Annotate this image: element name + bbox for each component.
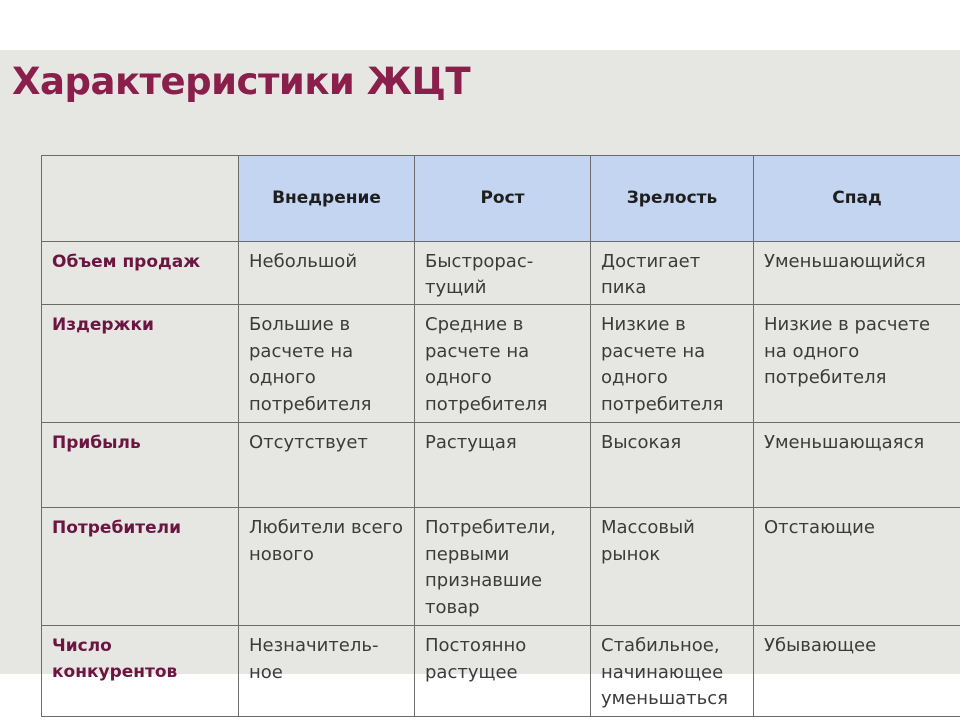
table-cell: Отстающие <box>754 508 960 626</box>
table-row-profit <box>42 423 960 508</box>
row-label: Объем продаж <box>42 241 239 304</box>
row-label: Прибыль <box>42 423 239 508</box>
header-introduction: Внедрение <box>239 156 415 242</box>
table-cell: Массовый рынок <box>591 508 754 626</box>
header-corner-cell <box>42 156 239 242</box>
table-cell: Любители всего нового <box>239 508 415 626</box>
table-cell: Быстрорас- тущий <box>415 241 591 304</box>
table-cell: Уменьшающийся <box>754 241 960 304</box>
table-cell: Незначитель- ное <box>239 626 415 717</box>
table-row-consumers <box>42 508 960 626</box>
slide <box>0 50 960 710</box>
table-cell: Большие в расчете на одного потребителя <box>239 305 415 423</box>
table-cell: Средние в расчете на одного потребителя <box>415 305 591 423</box>
table-cell: Убывающее <box>754 626 960 717</box>
row-label: Потребители <box>42 508 239 626</box>
row-label: Издержки <box>42 305 239 423</box>
table-header-row <box>42 156 960 242</box>
header-decline: Спад <box>754 156 960 242</box>
table-cell: Постоянно растущее <box>415 626 591 717</box>
row-label: Число конкурентов <box>42 626 239 717</box>
slide-title: Характеристики ЖЦТ <box>12 60 471 103</box>
table-cell: Уменьшающаяся <box>754 423 960 508</box>
table-cell: Отсутствует <box>239 423 415 508</box>
table-cell: Достигает пика <box>591 241 754 304</box>
table-cell: Стабильное, начинающее уменьшаться <box>591 626 754 717</box>
table-row-sales-volume <box>42 241 960 304</box>
table-cell: Высокая <box>591 423 754 508</box>
table-cell: Низкие в расчете на одного потребителя <box>754 305 960 423</box>
header-maturity: Зрелость <box>591 156 754 242</box>
header-growth: Рост <box>415 156 591 242</box>
table-cell: Растущая <box>415 423 591 508</box>
lifecycle-table <box>41 155 960 717</box>
table-row-competitors <box>42 626 960 717</box>
table-cell: Низкие в расчете на одного потребителя <box>591 305 754 423</box>
table-cell: Небольшой <box>239 241 415 304</box>
table-cell: Потребители, первыми признавшие товар <box>415 508 591 626</box>
table-row-costs <box>42 305 960 423</box>
